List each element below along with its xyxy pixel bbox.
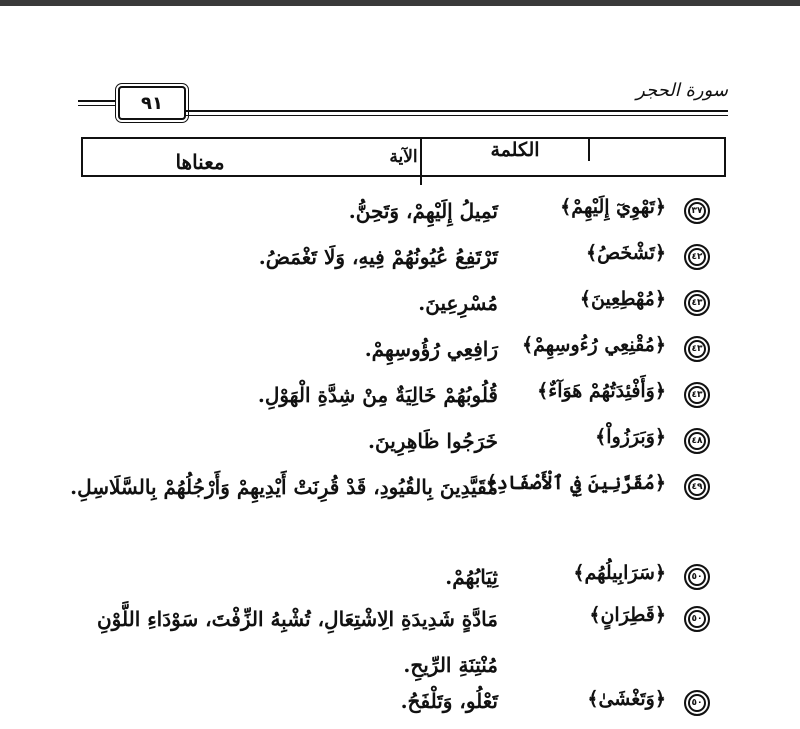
word-meaning: قُلُوبُهُمْ خَالِيَةٌ مِنْ شِدَّةِ الْهَوْلِ. [257, 383, 498, 407]
column-header-verse: الآية [389, 147, 418, 167]
page-number-box [118, 86, 186, 120]
header-rule-right [186, 110, 728, 112]
word-meaning: تَمِيلُ إِلَيْهِمْ، وَتَحِنُّ. [348, 199, 498, 223]
verse-number-badge: ٤٣ [684, 336, 710, 362]
column-header-meaning: معناها [0, 139, 422, 185]
word-meaning: رَافِعِي رُؤُوسِهِمْ. [364, 337, 498, 361]
surah-title: سورة الحجر [636, 80, 728, 101]
verse-number-badge: ٤٩ [684, 474, 710, 500]
header-rule-left [78, 100, 118, 102]
word-meaning: مُقَيَّدِينَ بِالقُيُودِ، قَدْ قُرِنَتْ أَيْدِيهِمْ وَأَرْجُلُهُمْ بِالسَّلَاسِلِ. [70, 475, 498, 499]
word-meaning: مُسْرِعِينَ. [418, 291, 498, 315]
quran-word: ﴿وَتَغْشَىٰ﴾ [587, 688, 666, 710]
quran-word: ﴿مُقَرَّنِينَ فِي ٱلْأَصْفَادِ﴾ [485, 472, 666, 494]
quran-word: ﴿تَشْخَصُ﴾ [585, 242, 666, 264]
verse-number-badge: ٣٧ [684, 198, 710, 224]
verse-number-badge: ٤٣ [684, 290, 710, 316]
word-meaning: تَعْلُو، وَتَلْفَحُ. [400, 689, 498, 713]
quran-word: ﴿تَهْوِيٓ إِلَيْهِمْ﴾ [560, 196, 666, 218]
quran-word: ﴿قَطِرَانٍ﴾ [589, 604, 666, 626]
header-rule-right-thin [186, 115, 728, 116]
verse-number-badge: ٥٠ [684, 690, 710, 716]
quran-word: ﴿وَبَرَزُواْ﴾ [595, 426, 666, 448]
verse-number-badge: ٥٠ [684, 606, 710, 632]
verse-number-badge: ٤٨ [684, 428, 710, 454]
verse-number-badge: ٤٢ [684, 244, 710, 270]
top-edge-bar [0, 0, 800, 6]
column-header-word: الكلمة [442, 139, 590, 161]
table-header [81, 137, 726, 177]
word-meaning: خَرَجُوا ظَاهِرِينَ. [368, 429, 498, 453]
word-meaning: ثِيَابُهُمْ. [445, 565, 498, 589]
verse-number-badge: ٥٠ [684, 564, 710, 590]
quran-word: ﴿مُهْطِعِينَ﴾ [579, 288, 666, 310]
quran-word: ﴿مُقْنِعِي رُءُوسِهِمْ﴾ [521, 334, 666, 356]
quran-word: ﴿سَرَابِيلُهُم﴾ [573, 562, 666, 584]
verse-number-badge: ٤٣ [684, 382, 710, 408]
page-number: ٩١ [141, 92, 163, 114]
word-meaning: تَرْتَفِعُ عُيُونُهُمْ فِيهِ، وَلَا تَغْمَضُ. [258, 245, 498, 269]
word-meaning: مَادَّةٍ شَدِيدَةِ الِاشْتِعَالِ، تُشْبِهُ الزِّفْتَ، سَوْدَاءِ اللَّوْنِ مُنْتِنَةِ الرِّيحِ. [96, 607, 498, 677]
header-rule-left-thin [78, 105, 118, 106]
quran-word: ﴿وَأَفْئِدَتُهُمْ هَوَآءٌ﴾ [537, 380, 666, 402]
page-header [78, 82, 728, 122]
